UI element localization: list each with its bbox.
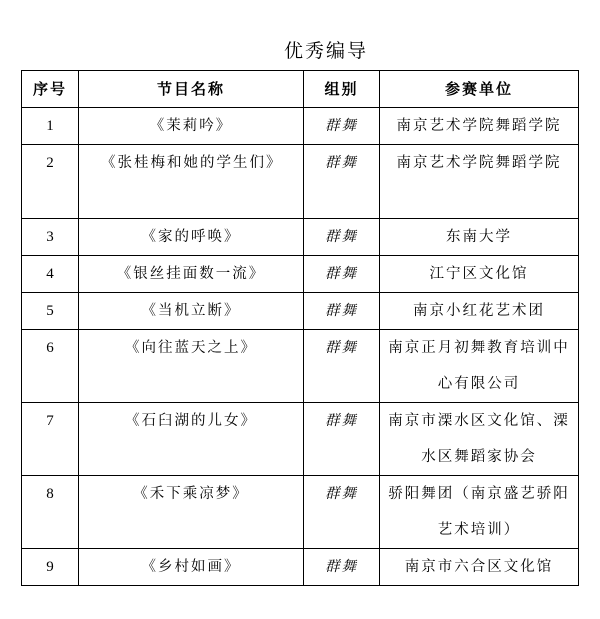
row-group: 群舞 bbox=[304, 330, 380, 403]
row-num: 1 bbox=[22, 108, 79, 145]
row-program: 《向往蓝天之上》 bbox=[79, 330, 304, 403]
row-program: 《家的呼唤》 bbox=[79, 219, 304, 256]
header-unit: 参赛单位 bbox=[380, 71, 579, 108]
table-row bbox=[22, 403, 579, 476]
row-program: 《石臼湖的儿女》 bbox=[79, 403, 304, 476]
row-unit: 南京市六合区文化馆 bbox=[380, 549, 579, 586]
row-num: 8 bbox=[22, 476, 79, 549]
header-program: 节目名称 bbox=[79, 71, 304, 108]
row-program: 《乡村如画》 bbox=[79, 549, 304, 586]
table-row bbox=[22, 330, 579, 403]
row-program-text: 《张桂梅和她的学生们》 bbox=[101, 155, 283, 171]
row-group: 群舞 bbox=[304, 145, 380, 219]
row-num: 2 bbox=[22, 145, 79, 219]
table-row bbox=[22, 476, 579, 549]
row-num: 3 bbox=[22, 219, 79, 256]
row-unit: 江宁区文化馆 bbox=[380, 256, 579, 293]
row-num: 6 bbox=[22, 330, 79, 403]
table-row bbox=[22, 549, 579, 586]
row-unit-text: 骄阳舞团（南京盛艺骄阳艺术培训） bbox=[388, 486, 570, 538]
row-num: 7 bbox=[22, 403, 79, 476]
row-program: 《茉莉吟》 bbox=[79, 108, 304, 145]
row-unit bbox=[380, 476, 579, 549]
row-unit-text: 南京正月初舞教育培训中心有限公司 bbox=[388, 340, 570, 392]
row-group: 群舞 bbox=[304, 549, 380, 586]
awards-table bbox=[21, 70, 579, 586]
header-group: 组别 bbox=[304, 71, 380, 108]
row-unit: 南京小红花艺术团 bbox=[380, 293, 579, 330]
row-program: 《银丝挂面数一流》 bbox=[79, 256, 304, 293]
row-num: 9 bbox=[22, 549, 79, 586]
row-program: 《当机立断》 bbox=[79, 293, 304, 330]
row-num: 5 bbox=[22, 293, 79, 330]
header-row bbox=[22, 71, 579, 108]
row-unit-text: 南京市溧水区文化馆、溧水区舞蹈家协会 bbox=[388, 413, 570, 465]
row-unit bbox=[380, 330, 579, 403]
row-group: 群舞 bbox=[304, 256, 380, 293]
row-unit bbox=[380, 403, 579, 476]
row-group: 群舞 bbox=[304, 219, 380, 256]
row-group: 群舞 bbox=[304, 293, 380, 330]
row-program bbox=[79, 145, 304, 219]
row-num: 4 bbox=[22, 256, 79, 293]
table-row bbox=[22, 256, 579, 293]
row-group: 群舞 bbox=[304, 108, 380, 145]
table-row bbox=[22, 293, 579, 330]
table-row bbox=[22, 108, 579, 145]
page-title: 优秀编导 bbox=[283, 40, 368, 62]
row-unit: 南京艺术学院舞蹈学院 bbox=[380, 145, 579, 219]
header-num: 序号 bbox=[22, 71, 79, 108]
table-row bbox=[22, 145, 579, 219]
row-group: 群舞 bbox=[304, 476, 380, 549]
row-unit: 东南大学 bbox=[380, 219, 579, 256]
row-group: 群舞 bbox=[304, 403, 380, 476]
table-row bbox=[22, 219, 579, 256]
row-unit: 南京艺术学院舞蹈学院 bbox=[380, 108, 579, 145]
row-program: 《禾下乘凉梦》 bbox=[79, 476, 304, 549]
